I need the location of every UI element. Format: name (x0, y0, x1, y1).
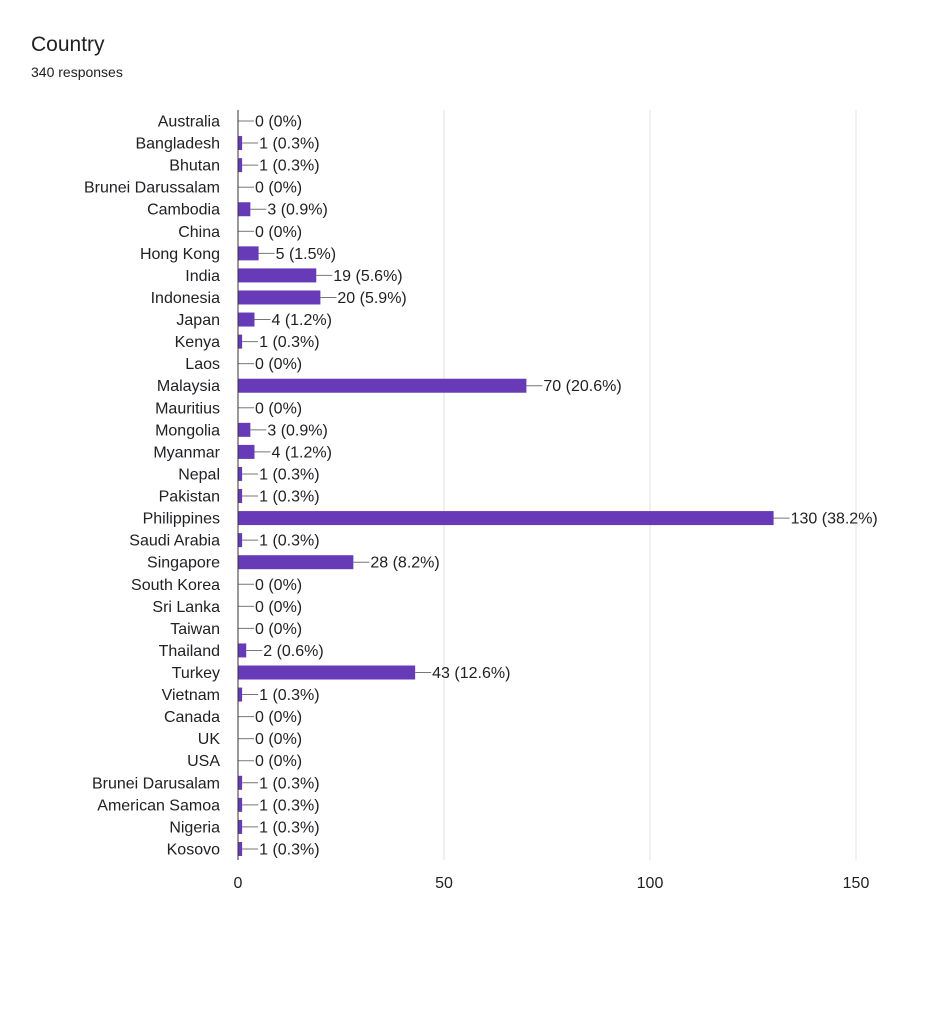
bar (238, 511, 774, 525)
category-label: Kosovo (166, 841, 220, 859)
category-label: Laos (185, 356, 220, 374)
data-label: 130 (38.2%) (790, 510, 878, 528)
category-label: Nepal (178, 466, 220, 484)
bar (238, 136, 242, 150)
data-label: 1 (0.3%) (259, 797, 320, 815)
data-label: 0 (0%) (255, 709, 303, 727)
data-label: 0 (0%) (255, 753, 303, 771)
category-label: China (178, 223, 220, 241)
x-tick-label: 50 (435, 875, 453, 892)
bar (238, 533, 242, 547)
category-label: Myanmar (153, 444, 220, 462)
bar (238, 820, 242, 834)
bar (238, 246, 259, 260)
bar (238, 666, 415, 680)
bar (238, 379, 526, 393)
category-label: Sri Lanka (152, 598, 220, 616)
category-label: Hong Kong (139, 245, 220, 263)
bar (238, 842, 242, 856)
category-label: Japan (176, 312, 220, 330)
data-label: 1 (0.3%) (259, 466, 320, 484)
data-label: 1 (0.3%) (259, 135, 320, 153)
category-label: Mongolia (155, 422, 220, 440)
data-label: 1 (0.3%) (259, 775, 320, 793)
data-label: 1 (0.3%) (259, 819, 320, 837)
x-tick-label: 150 (842, 875, 870, 892)
category-label: Brunei Darussalam (83, 179, 220, 197)
data-label: 0 (0%) (255, 731, 303, 749)
category-label: Thailand (158, 642, 220, 660)
category-label: Canada (163, 709, 220, 727)
data-label: 28 (8.2%) (370, 554, 440, 572)
data-label: 0 (0%) (255, 113, 303, 131)
category-label: Philippines (142, 510, 220, 528)
data-label: 1 (0.3%) (259, 157, 320, 175)
category-label: Australia (157, 113, 220, 131)
data-label: 2 (0.6%) (263, 642, 324, 660)
bar (238, 290, 320, 304)
chart-title: Country (31, 33, 105, 56)
bar (238, 423, 250, 437)
category-label: Bhutan (169, 157, 220, 175)
category-label: South Korea (131, 576, 220, 594)
data-label: 4 (1.2%) (271, 312, 332, 330)
data-label: 0 (0%) (255, 356, 303, 374)
category-label: USA (187, 753, 220, 771)
category-label: Vietnam (161, 687, 220, 705)
bar (238, 202, 250, 216)
data-label: 1 (0.3%) (259, 532, 320, 550)
category-label: Pakistan (158, 488, 220, 506)
data-label: 1 (0.3%) (259, 334, 320, 352)
data-label: 70 (20.6%) (543, 378, 622, 396)
bar (238, 798, 242, 812)
bar (238, 445, 254, 459)
bar (238, 335, 242, 349)
category-label: Cambodia (147, 201, 220, 219)
category-label: Saudi Arabia (129, 532, 220, 550)
bar (238, 555, 353, 569)
data-label: 0 (0%) (255, 620, 303, 638)
data-label: 1 (0.3%) (259, 488, 320, 506)
category-label: Turkey (171, 665, 220, 682)
data-label: 0 (0%) (255, 179, 303, 197)
bar (238, 467, 242, 481)
category-label: Indonesia (150, 289, 220, 307)
x-tick-label: 0 (233, 875, 243, 892)
data-label: 4 (1.2%) (271, 444, 332, 462)
category-label: UK (197, 731, 220, 749)
response-count: 340 responses (31, 64, 123, 80)
category-label: India (185, 267, 220, 285)
data-label: 0 (0%) (255, 400, 303, 418)
category-label: American Samoa (97, 797, 220, 815)
bar (238, 158, 242, 172)
bar (238, 643, 246, 657)
category-label: Malaysia (156, 378, 220, 396)
category-label: Bangladesh (135, 135, 220, 153)
bar (238, 268, 316, 282)
bar (238, 776, 242, 790)
data-label: 19 (5.6%) (333, 267, 403, 285)
data-label: 0 (0%) (255, 576, 303, 594)
data-label: 1 (0.3%) (259, 841, 320, 859)
data-label: 43 (12.6%) (432, 665, 511, 682)
category-label: Taiwan (170, 620, 220, 638)
data-label: 3 (0.9%) (267, 422, 328, 440)
category-label: Nigeria (169, 819, 220, 837)
data-label: 5 (1.5%) (275, 245, 337, 263)
category-label: Singapore (147, 554, 220, 572)
data-label: 1 (0.3%) (259, 687, 320, 705)
bar (238, 688, 242, 702)
x-tick-label: 100 (636, 875, 664, 892)
bar (238, 489, 242, 503)
category-label: Kenya (174, 334, 220, 352)
data-label: 0 (0%) (255, 223, 303, 241)
bar (238, 313, 254, 327)
category-label: Brunei Darusalam (91, 775, 220, 793)
category-label: Mauritius (155, 400, 220, 418)
data-label: 3 (0.9%) (267, 201, 328, 219)
data-label: 0 (0%) (255, 598, 303, 616)
data-label: 20 (5.9%) (337, 289, 407, 307)
